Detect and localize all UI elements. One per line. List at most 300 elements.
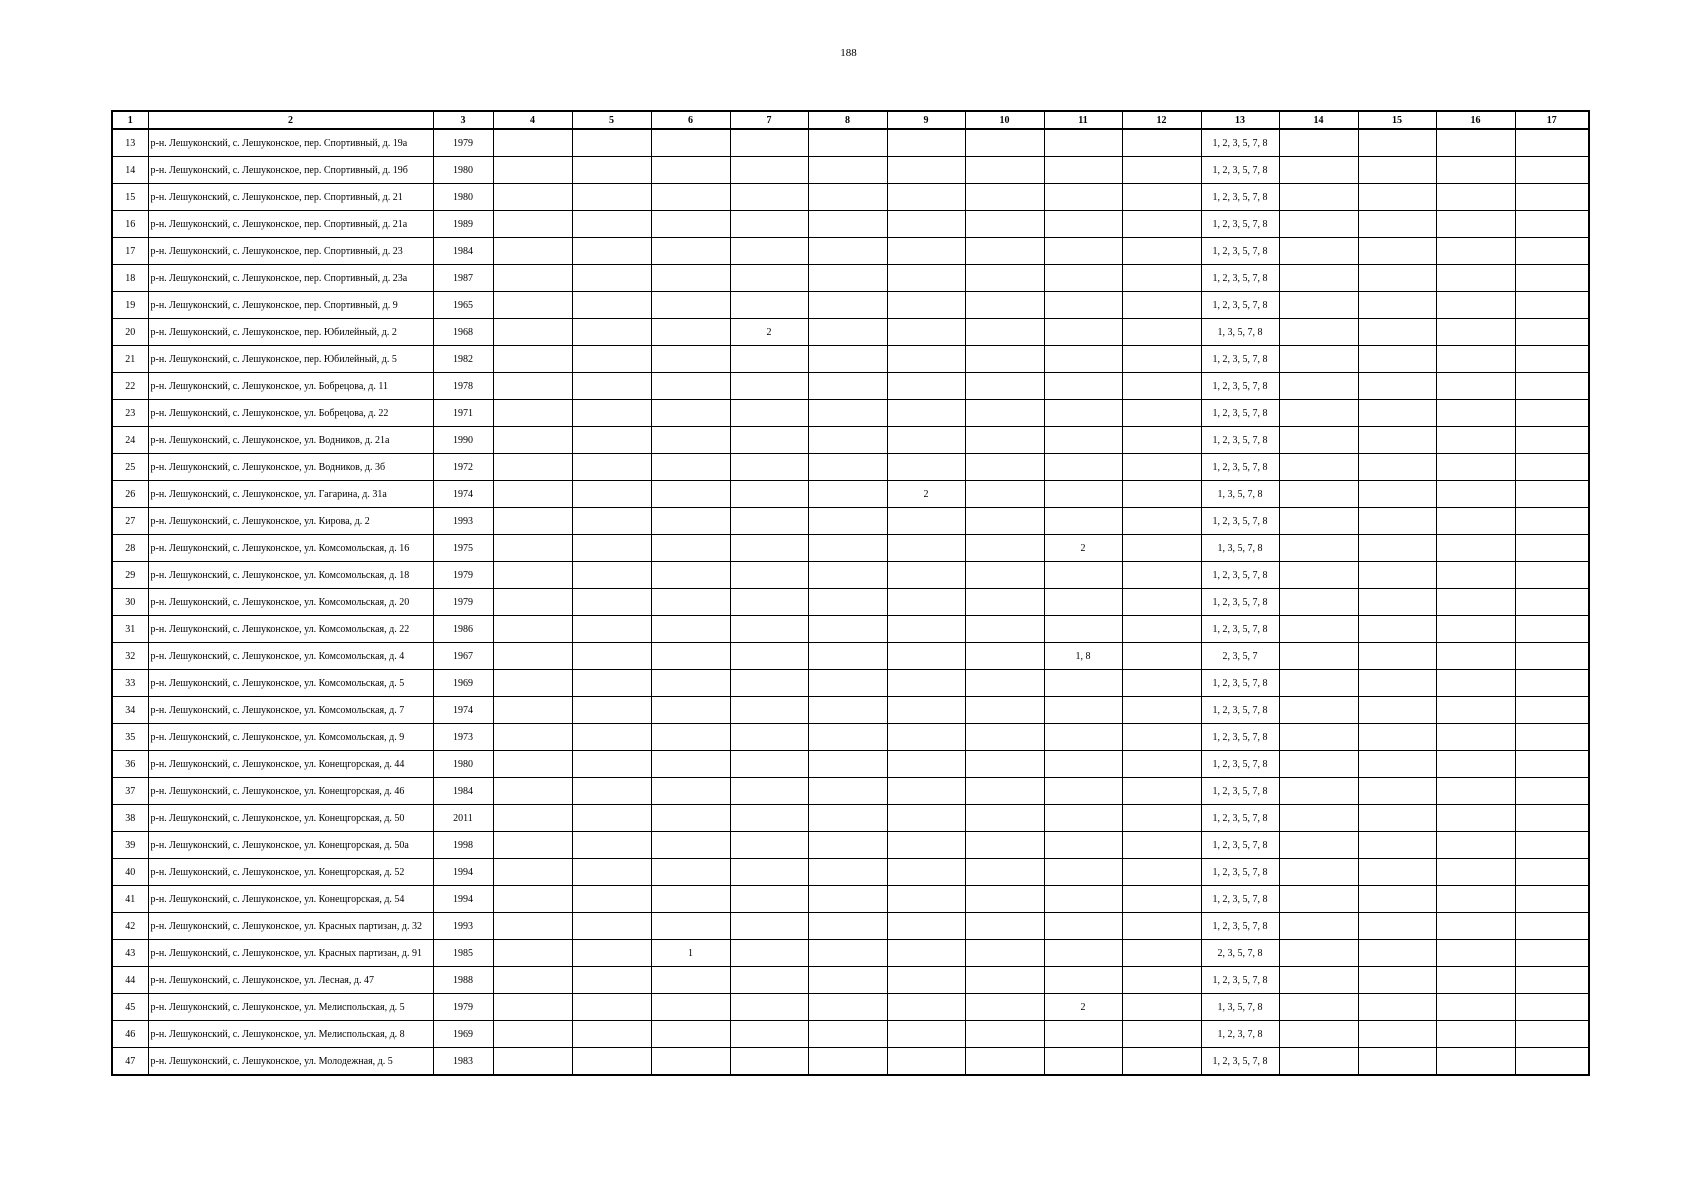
table-cell-col-8	[808, 616, 887, 643]
row-number-cell: 14	[112, 157, 148, 184]
table-cell-col-12	[1122, 778, 1201, 805]
table-cell-col-11	[1044, 508, 1122, 535]
table-cell-col-17	[1515, 1048, 1589, 1076]
table-cell-col-16	[1436, 832, 1515, 859]
table-cell-col-11	[1044, 238, 1122, 265]
table-cell-col-13: 1, 2, 3, 5, 7, 8	[1201, 670, 1279, 697]
table-cell-col-7	[730, 184, 808, 211]
column-header-16: 16	[1436, 111, 1515, 129]
header-row	[112, 111, 1589, 129]
year-cell: 2011	[433, 805, 493, 832]
table-cell-col-14	[1279, 940, 1358, 967]
table-cell-col-12	[1122, 508, 1201, 535]
address-cell: р-н. Лешуконский, с. Лешуконское, ул. Комсомольская, д. 5	[148, 670, 433, 697]
table-row	[112, 238, 1589, 265]
table-cell-col-12	[1122, 913, 1201, 940]
table-cell-col-11	[1044, 211, 1122, 238]
table-cell-col-6	[651, 886, 730, 913]
table-cell-col-15	[1358, 184, 1436, 211]
table-cell-col-11	[1044, 751, 1122, 778]
table-cell-col-14	[1279, 129, 1358, 157]
table-cell-col-4	[493, 400, 572, 427]
table-cell-col-16	[1436, 157, 1515, 184]
table-cell-col-14	[1279, 400, 1358, 427]
table-cell-col-5	[572, 508, 651, 535]
address-cell: р-н. Лешуконский, с. Лешуконское, ул. Комсомольская, д. 22	[148, 616, 433, 643]
table-cell-col-7	[730, 508, 808, 535]
table-cell-col-15	[1358, 373, 1436, 400]
table-cell-col-11	[1044, 346, 1122, 373]
table-cell-col-13: 1, 2, 3, 5, 7, 8	[1201, 211, 1279, 238]
table-cell-col-10	[965, 373, 1044, 400]
row-number-cell: 21	[112, 346, 148, 373]
address-cell: р-н. Лешуконский, с. Лешуконское, ул. Комсомольская, д. 16	[148, 535, 433, 562]
address-cell: р-н. Лешуконский, с. Лешуконское, ул. Комсомольская, д. 9	[148, 724, 433, 751]
table-cell-col-11: 1, 8	[1044, 643, 1122, 670]
table-cell-col-9	[887, 129, 965, 157]
table-cell-col-5	[572, 940, 651, 967]
table-cell-col-4	[493, 751, 572, 778]
row-number-cell: 27	[112, 508, 148, 535]
table-cell-col-4	[493, 427, 572, 454]
table-cell-col-8	[808, 481, 887, 508]
table-cell-col-5	[572, 859, 651, 886]
table-cell-col-8	[808, 184, 887, 211]
table-cell-col-8	[808, 940, 887, 967]
year-cell: 1985	[433, 940, 493, 967]
table-cell-col-5	[572, 157, 651, 184]
table-cell-col-10	[965, 670, 1044, 697]
table-cell-col-9	[887, 589, 965, 616]
table-cell-col-14	[1279, 778, 1358, 805]
table-cell-col-5	[572, 1021, 651, 1048]
table-cell-col-5	[572, 265, 651, 292]
table-row	[112, 589, 1589, 616]
table-cell-col-9	[887, 319, 965, 346]
row-number-cell: 16	[112, 211, 148, 238]
table-cell-col-6	[651, 859, 730, 886]
year-cell: 1979	[433, 129, 493, 157]
table-cell-col-15	[1358, 589, 1436, 616]
row-number-cell: 37	[112, 778, 148, 805]
table-cell-col-8	[808, 832, 887, 859]
table-cell-col-13: 1, 2, 3, 5, 7, 8	[1201, 400, 1279, 427]
table-cell-col-12	[1122, 967, 1201, 994]
table-cell-col-17	[1515, 508, 1589, 535]
table-cell-col-7	[730, 157, 808, 184]
table-cell-col-17	[1515, 697, 1589, 724]
table-cell-col-16	[1436, 129, 1515, 157]
table-row	[112, 427, 1589, 454]
table-row	[112, 886, 1589, 913]
table-row	[112, 967, 1589, 994]
table-row	[112, 508, 1589, 535]
table-cell-col-13: 1, 3, 5, 7, 8	[1201, 535, 1279, 562]
table-cell-col-7	[730, 1021, 808, 1048]
table-cell-col-17	[1515, 643, 1589, 670]
table-cell-col-16	[1436, 859, 1515, 886]
table-cell-col-15	[1358, 400, 1436, 427]
table-cell-col-8	[808, 129, 887, 157]
table-cell-col-17	[1515, 589, 1589, 616]
address-cell: р-н. Лешуконский, с. Лешуконское, ул. Лесная, д. 47	[148, 967, 433, 994]
table-cell-col-15	[1358, 967, 1436, 994]
table-cell-col-10	[965, 562, 1044, 589]
table-cell-col-16	[1436, 886, 1515, 913]
table-cell-col-17	[1515, 129, 1589, 157]
year-cell: 1998	[433, 832, 493, 859]
table-row	[112, 616, 1589, 643]
table-cell-col-16	[1436, 454, 1515, 481]
table-cell-col-17	[1515, 670, 1589, 697]
row-number-cell: 46	[112, 1021, 148, 1048]
address-cell: р-н. Лешуконский, с. Лешуконское, пер. Спортивный, д. 19б	[148, 157, 433, 184]
table-cell-col-7	[730, 292, 808, 319]
table-cell-col-6	[651, 129, 730, 157]
table-cell-col-14	[1279, 157, 1358, 184]
table-cell-col-16	[1436, 643, 1515, 670]
table-cell-col-7	[730, 400, 808, 427]
table-cell-col-11	[1044, 400, 1122, 427]
row-number-cell: 24	[112, 427, 148, 454]
row-number-cell: 13	[112, 129, 148, 157]
table-cell-col-14	[1279, 265, 1358, 292]
table-cell-col-7	[730, 940, 808, 967]
table-cell-col-8	[808, 643, 887, 670]
column-header-6: 6	[651, 111, 730, 129]
table-cell-col-13: 1, 2, 3, 5, 7, 8	[1201, 913, 1279, 940]
table-cell-col-12	[1122, 994, 1201, 1021]
table-cell-col-9	[887, 184, 965, 211]
row-number-cell: 40	[112, 859, 148, 886]
table-cell-col-10	[965, 238, 1044, 265]
table-cell-col-14	[1279, 292, 1358, 319]
table-cell-col-13: 1, 2, 3, 5, 7, 8	[1201, 859, 1279, 886]
table-cell-col-9	[887, 562, 965, 589]
table-cell-col-10	[965, 643, 1044, 670]
table-cell-col-5	[572, 967, 651, 994]
table-cell-col-10	[965, 805, 1044, 832]
address-cell: р-н. Лешуконский, с. Лешуконское, ул. Кирова, д. 2	[148, 508, 433, 535]
table-cell-col-12	[1122, 427, 1201, 454]
address-cell: р-н. Лешуконский, с. Лешуконское, ул. Конещгорская, д. 50а	[148, 832, 433, 859]
table-cell-col-15	[1358, 562, 1436, 589]
table-row	[112, 643, 1589, 670]
table-cell-col-10	[965, 346, 1044, 373]
table-cell-col-12	[1122, 886, 1201, 913]
table-cell-col-9	[887, 724, 965, 751]
table-cell-col-16	[1436, 292, 1515, 319]
table-cell-col-12	[1122, 1021, 1201, 1048]
table-cell-col-7	[730, 643, 808, 670]
table-cell-col-9	[887, 778, 965, 805]
table-cell-col-14	[1279, 481, 1358, 508]
year-cell: 1984	[433, 238, 493, 265]
row-number-cell: 32	[112, 643, 148, 670]
table-cell-col-13: 1, 3, 5, 7, 8	[1201, 319, 1279, 346]
table-cell-col-4	[493, 670, 572, 697]
table-cell-col-14	[1279, 508, 1358, 535]
table-cell-col-6	[651, 184, 730, 211]
table-cell-col-13: 1, 3, 5, 7, 8	[1201, 994, 1279, 1021]
row-number-cell: 33	[112, 670, 148, 697]
address-cell: р-н. Лешуконский, с. Лешуконское, ул. Водников, д. 3б	[148, 454, 433, 481]
table-cell-col-16	[1436, 211, 1515, 238]
table-cell-col-5	[572, 724, 651, 751]
table-cell-col-13: 1, 2, 3, 5, 7, 8	[1201, 184, 1279, 211]
table-cell-col-13: 1, 2, 3, 5, 7, 8	[1201, 265, 1279, 292]
table-cell-col-12	[1122, 157, 1201, 184]
table-cell-col-6	[651, 427, 730, 454]
table-cell-col-6	[651, 778, 730, 805]
address-cell: р-н. Лешуконский, с. Лешуконское, пер. Юбилейный, д. 2	[148, 319, 433, 346]
table-cell-col-15	[1358, 1021, 1436, 1048]
table-cell-col-11: 2	[1044, 994, 1122, 1021]
table-cell-col-8	[808, 589, 887, 616]
year-cell: 1986	[433, 616, 493, 643]
table-cell-col-15	[1358, 508, 1436, 535]
table-cell-col-14	[1279, 589, 1358, 616]
table-cell-col-4	[493, 238, 572, 265]
row-number-cell: 38	[112, 805, 148, 832]
table-row	[112, 454, 1589, 481]
table-cell-col-15	[1358, 724, 1436, 751]
address-cell: р-н. Лешуконский, с. Лешуконское, ул. Красных партизан, д. 32	[148, 913, 433, 940]
table-cell-col-13: 1, 2, 3, 5, 7, 8	[1201, 454, 1279, 481]
address-cell: р-н. Лешуконский, с. Лешуконское, ул. Комсомольская, д. 7	[148, 697, 433, 724]
year-cell: 1968	[433, 319, 493, 346]
year-cell: 1993	[433, 508, 493, 535]
table-cell-col-10	[965, 535, 1044, 562]
table-cell-col-16	[1436, 778, 1515, 805]
row-number-cell: 18	[112, 265, 148, 292]
year-cell: 1989	[433, 211, 493, 238]
table-row	[112, 400, 1589, 427]
column-header-10: 10	[965, 111, 1044, 129]
table-cell-col-14	[1279, 697, 1358, 724]
year-cell: 1988	[433, 967, 493, 994]
table-cell-col-16	[1436, 1021, 1515, 1048]
address-cell: р-н. Лешуконский, с. Лешуконское, ул. Конещгорская, д. 54	[148, 886, 433, 913]
table-cell-col-6	[651, 832, 730, 859]
table-cell-col-12	[1122, 346, 1201, 373]
year-cell: 1982	[433, 346, 493, 373]
table-cell-col-13: 1, 2, 3, 7, 8	[1201, 1021, 1279, 1048]
table-cell-col-17	[1515, 292, 1589, 319]
row-number-cell: 47	[112, 1048, 148, 1076]
table-cell-col-13: 1, 2, 3, 5, 7, 8	[1201, 589, 1279, 616]
table-cell-col-15	[1358, 319, 1436, 346]
table-cell-col-16	[1436, 400, 1515, 427]
table-cell-col-4	[493, 184, 572, 211]
table-cell-col-11	[1044, 373, 1122, 400]
table-cell-col-8	[808, 157, 887, 184]
table-cell-col-12	[1122, 643, 1201, 670]
table-cell-col-10	[965, 940, 1044, 967]
table-cell-col-16	[1436, 238, 1515, 265]
table-cell-col-12	[1122, 319, 1201, 346]
year-cell: 1994	[433, 886, 493, 913]
table-cell-col-8	[808, 400, 887, 427]
table-cell-col-12	[1122, 454, 1201, 481]
table-cell-col-11	[1044, 697, 1122, 724]
table-cell-col-12	[1122, 238, 1201, 265]
table-cell-col-9	[887, 238, 965, 265]
table-cell-col-12	[1122, 562, 1201, 589]
table-row	[112, 1021, 1589, 1048]
table-cell-col-11	[1044, 427, 1122, 454]
table-cell-col-14	[1279, 535, 1358, 562]
table-cell-col-17	[1515, 454, 1589, 481]
table-cell-col-17	[1515, 427, 1589, 454]
address-cell: р-н. Лешуконский, с. Лешуконское, пер. Спортивный, д. 23	[148, 238, 433, 265]
table-cell-col-13: 1, 2, 3, 5, 7, 8	[1201, 373, 1279, 400]
table-cell-col-6	[651, 1048, 730, 1076]
table-cell-col-10	[965, 1048, 1044, 1076]
table-cell-col-12	[1122, 184, 1201, 211]
address-cell: р-н. Лешуконский, с. Лешуконское, пер. Юбилейный, д. 5	[148, 346, 433, 373]
table-cell-col-11	[1044, 616, 1122, 643]
table-cell-col-9	[887, 886, 965, 913]
table-cell-col-6	[651, 346, 730, 373]
table-cell-col-10	[965, 1021, 1044, 1048]
table-cell-col-12	[1122, 373, 1201, 400]
table-cell-col-11	[1044, 265, 1122, 292]
table-cell-col-12	[1122, 832, 1201, 859]
table-cell-col-12	[1122, 724, 1201, 751]
table-cell-col-13: 1, 2, 3, 5, 7, 8	[1201, 427, 1279, 454]
address-cell: р-н. Лешуконский, с. Лешуконское, ул. Водников, д. 21а	[148, 427, 433, 454]
table-cell-col-10	[965, 481, 1044, 508]
table-cell-col-7	[730, 454, 808, 481]
table-cell-col-5	[572, 562, 651, 589]
table-cell-col-11	[1044, 589, 1122, 616]
table-row	[112, 373, 1589, 400]
table-cell-col-7	[730, 481, 808, 508]
table-cell-col-7	[730, 967, 808, 994]
table-cell-col-4	[493, 913, 572, 940]
table-cell-col-12	[1122, 129, 1201, 157]
table-cell-col-8	[808, 562, 887, 589]
table-cell-col-4	[493, 129, 572, 157]
year-cell: 1974	[433, 481, 493, 508]
table-cell-col-7	[730, 562, 808, 589]
table-cell-col-6	[651, 535, 730, 562]
table-cell-col-5	[572, 697, 651, 724]
row-number-cell: 23	[112, 400, 148, 427]
column-header-13: 13	[1201, 111, 1279, 129]
table-cell-col-17	[1515, 535, 1589, 562]
table-cell-col-17	[1515, 1021, 1589, 1048]
table-cell-col-11	[1044, 670, 1122, 697]
table-cell-col-15	[1358, 994, 1436, 1021]
table-cell-col-17	[1515, 481, 1589, 508]
table-cell-col-5	[572, 292, 651, 319]
table-cell-col-13: 1, 2, 3, 5, 7, 8	[1201, 724, 1279, 751]
address-cell: р-н. Лешуконский, с. Лешуконское, ул. Бобрецова, д. 22	[148, 400, 433, 427]
table-cell-col-16	[1436, 967, 1515, 994]
table-cell-col-11	[1044, 184, 1122, 211]
table-cell-col-16	[1436, 616, 1515, 643]
row-number-cell: 31	[112, 616, 148, 643]
table-cell-col-10	[965, 427, 1044, 454]
table-cell-col-7	[730, 265, 808, 292]
table-cell-col-5	[572, 832, 651, 859]
table-cell-col-10	[965, 265, 1044, 292]
table-cell-col-10	[965, 184, 1044, 211]
table-cell-col-9	[887, 535, 965, 562]
table-cell-col-17	[1515, 805, 1589, 832]
table-cell-col-4	[493, 454, 572, 481]
table-cell-col-15	[1358, 697, 1436, 724]
table-cell-col-4	[493, 508, 572, 535]
table-cell-col-4	[493, 859, 572, 886]
address-cell: р-н. Лешуконский, с. Лешуконское, ул. Гагарина, д. 31а	[148, 481, 433, 508]
year-cell: 1987	[433, 265, 493, 292]
table-cell-col-8	[808, 886, 887, 913]
table-cell-col-15	[1358, 535, 1436, 562]
table-cell-col-15	[1358, 643, 1436, 670]
table-cell-col-11	[1044, 940, 1122, 967]
table-cell-col-4	[493, 535, 572, 562]
table-cell-col-12	[1122, 211, 1201, 238]
row-number-cell: 19	[112, 292, 148, 319]
table-cell-col-14	[1279, 346, 1358, 373]
table-cell-col-16	[1436, 994, 1515, 1021]
table-cell-col-4	[493, 373, 572, 400]
table-cell-col-6	[651, 292, 730, 319]
table-cell-col-5	[572, 778, 651, 805]
table-cell-col-10	[965, 319, 1044, 346]
table-cell-col-7	[730, 427, 808, 454]
table-cell-col-14	[1279, 184, 1358, 211]
table-cell-col-9	[887, 832, 965, 859]
table-cell-col-14	[1279, 427, 1358, 454]
table-cell-col-5	[572, 1048, 651, 1076]
table-cell-col-5	[572, 751, 651, 778]
table-cell-col-14	[1279, 886, 1358, 913]
table-cell-col-17	[1515, 184, 1589, 211]
table-cell-col-17	[1515, 319, 1589, 346]
table-cell-col-5	[572, 184, 651, 211]
table-cell-col-14	[1279, 967, 1358, 994]
table-cell-col-15	[1358, 454, 1436, 481]
table-cell-col-11	[1044, 319, 1122, 346]
table-cell-col-8	[808, 373, 887, 400]
table-cell-col-5	[572, 427, 651, 454]
table-row	[112, 157, 1589, 184]
table-cell-col-16	[1436, 319, 1515, 346]
table-cell-col-15	[1358, 913, 1436, 940]
table-cell-col-12	[1122, 697, 1201, 724]
table-cell-col-15	[1358, 292, 1436, 319]
table-cell-col-6	[651, 400, 730, 427]
table-cell-col-8	[808, 805, 887, 832]
table-cell-col-13: 1, 2, 3, 5, 7, 8	[1201, 157, 1279, 184]
row-number-cell: 34	[112, 697, 148, 724]
table-cell-col-10	[965, 913, 1044, 940]
table-cell-col-8	[808, 211, 887, 238]
table-cell-col-7	[730, 913, 808, 940]
table-cell-col-14	[1279, 994, 1358, 1021]
table-cell-col-17	[1515, 157, 1589, 184]
table-cell-col-5	[572, 589, 651, 616]
table-cell-col-15	[1358, 670, 1436, 697]
table-cell-col-12	[1122, 940, 1201, 967]
table-row	[112, 994, 1589, 1021]
table-cell-col-9	[887, 454, 965, 481]
table-cell-col-6	[651, 157, 730, 184]
